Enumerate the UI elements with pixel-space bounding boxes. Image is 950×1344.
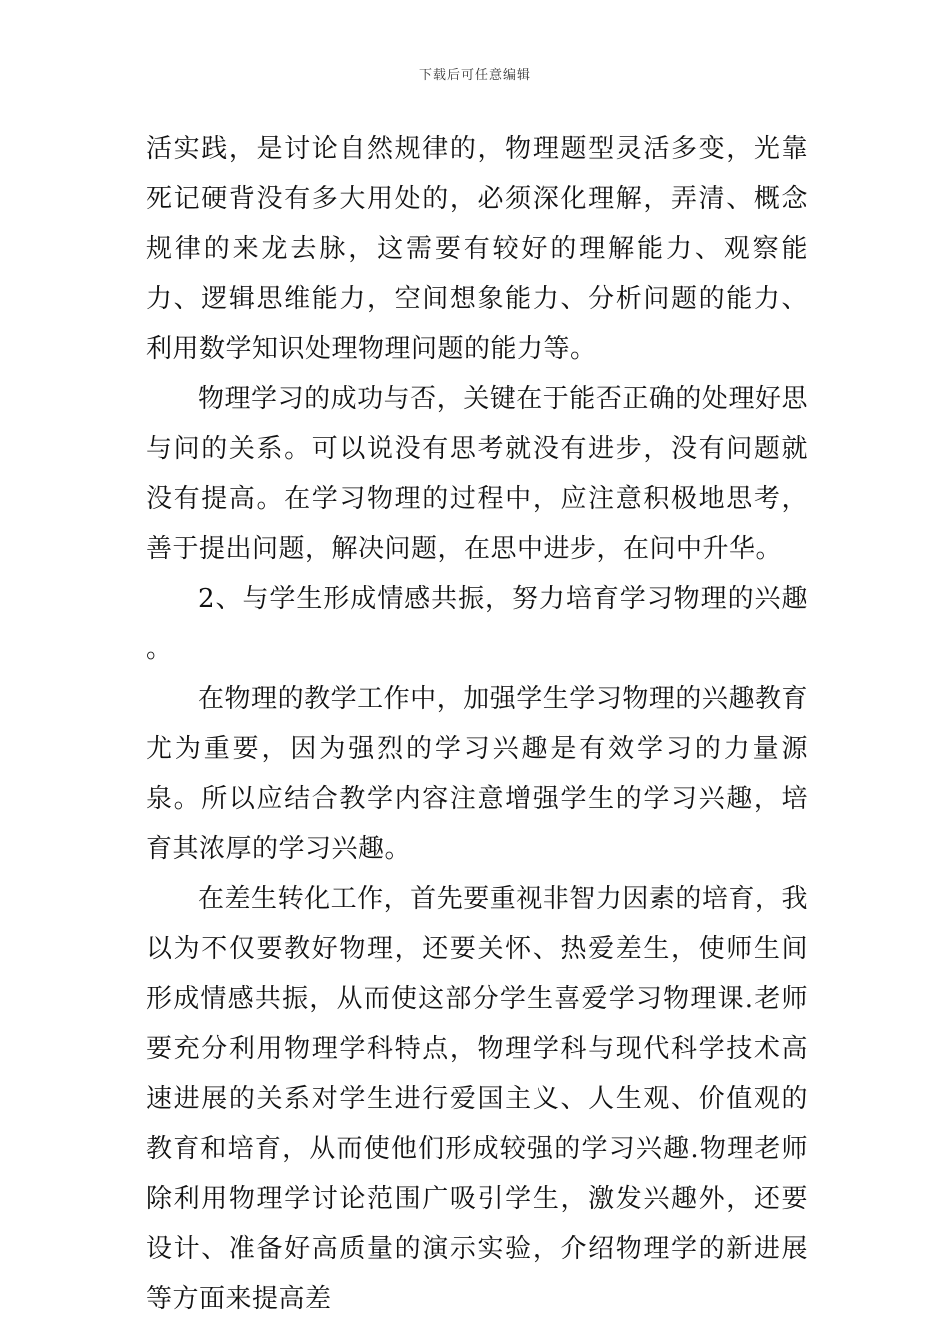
paragraph-weak-student-transformation: 在差生转化工作，首先要重视非智力因素的培育，我以为不仅要教好物理，还要关怀、热爱差生，使师生间形成情感共振，从而使这部分学生喜爱学习物理课.老师要充分利用物理学科特点，物理学科与现代科学技术高速进展的关系对学生进行爱国主义、人生观、价值观的教育和培育，从而使他们形成较强的学习兴趣.物理老师除利用物理学讨论范围广吸引学生，激发兴趣外，还要设计、准备好高质量的演示实验，介绍物理学的新进展等方面来提高差 [146, 884, 808, 1314]
document-body [146, 124, 808, 1324]
paragraph-continuation: 活实践，是讨论自然规律的，物理题型灵活多变，光靠死记硬背没有多大用处的，必须深化理解，弄清、概念规律的来龙去脉，这需要有较好的理解能力、观察能力、逻辑思维能力，空间想象能力、分析问题的能力、利用数学知识处理物理问题的能力等。 [146, 134, 808, 364]
page-header: 下载后可任意编辑 [418, 68, 531, 83]
section-heading-interest: 2、与学生形成情感共振，努力培育学习物理的兴趣 。 [146, 584, 808, 664]
paragraph-interest-education: 在物理的教学工作中，加强学生学习物理的兴趣教育尤为重要，因为强烈的学习兴趣是有效学习的力量源泉。所以应结合教学内容注意增强学生的学习兴趣，培育其浓厚的学习兴趣。 [146, 684, 808, 864]
paragraph-thinking-and-questions: 物理学习的成功与否，关键在于能否正确的处理好思与问的关系。可以说没有思考就没有进步，没有问题就没有提高。在学习物理的过程中，应注意积极地思考，善于提出问题，解决问题，在思中进步，在问中升华。 [146, 384, 808, 564]
